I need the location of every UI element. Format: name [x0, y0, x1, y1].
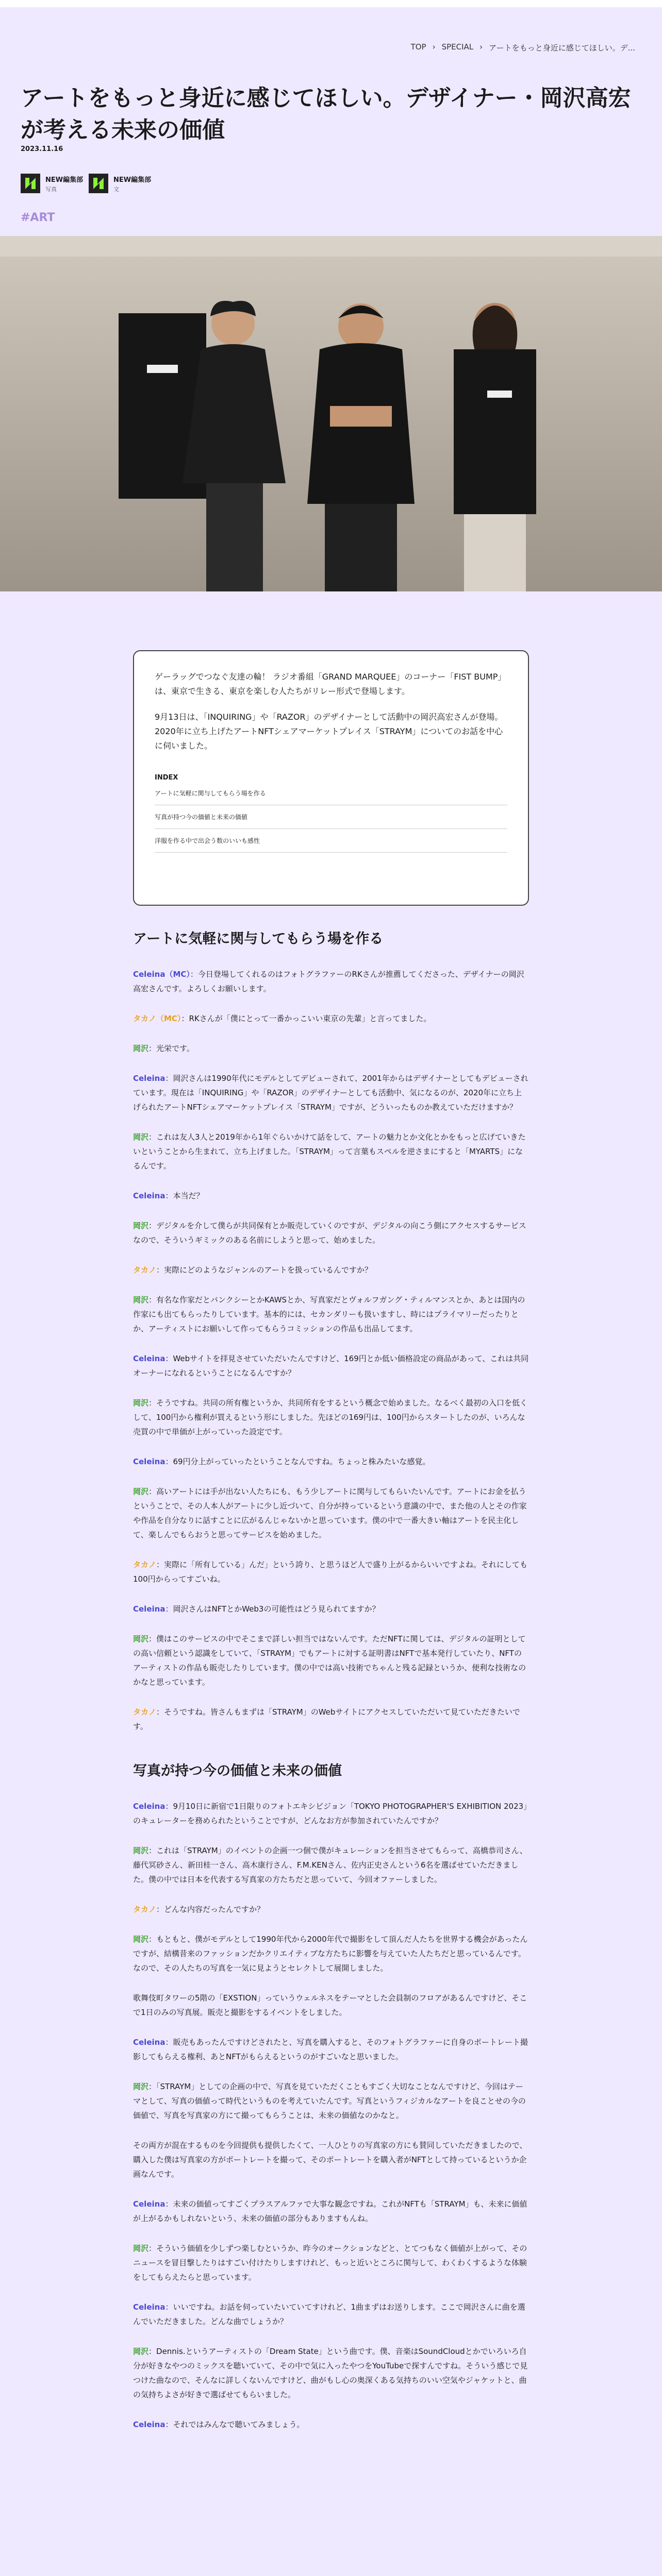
- speaker-name: Celeina（MC）: [133, 970, 190, 979]
- speaker-name: Celeina: [133, 1604, 166, 1614]
- speaker-name: タカノ: [133, 1905, 157, 1914]
- speaker-name: 岡沢: [133, 1846, 149, 1855]
- dialogue-text: ：今日登場してくれるのはフォトグラファーのRKさんが推薦してくださった、デザイナーの岡沢高宏さんです。よろしくお願いします。: [133, 970, 524, 993]
- breadcrumb-separator: ›: [479, 42, 483, 52]
- article-body: [133, 927, 529, 2447]
- dialogue-text: ：実際にどのようなジャンルのアートを扱っているんですか？: [156, 1265, 372, 1275]
- speaker-name: 岡沢: [133, 2244, 149, 2253]
- index-link[interactable]: 洋服を作る中で出会う数のいいも感性: [155, 829, 507, 853]
- speaker-name: Celeina: [133, 1191, 166, 1200]
- dialogue-paragraph: [133, 1189, 529, 1203]
- breadcrumb-special[interactable]: SPECIAL: [441, 42, 474, 52]
- dialogue-paragraph: [133, 2079, 529, 2123]
- dialogue-paragraph: [133, 1351, 529, 1380]
- speaker-name: 岡沢: [133, 2347, 149, 2356]
- speaker-name: Celeina: [133, 1802, 166, 1811]
- dialogue-paragraph: [133, 1705, 529, 1734]
- tag-art[interactable]: #ART: [21, 211, 55, 224]
- author-role: 文: [113, 185, 119, 193]
- section-spacer: [133, 1749, 529, 1759]
- dialogue-text: ：未来の価値ってすごくプラスアルファで大事な観念ですね。これがNFTも「STRAYM」も、未来に価値が上がるかもしれないという、未来の価値の部分もありますもんね。: [133, 2199, 527, 2223]
- dialogue-paragraph: [133, 1632, 529, 1689]
- dialogue-text: その両方が混在するものを今回提供も提供したくて、一人ひとりの写真家の方にも賛同していただきましたので、購入した僕は写真家の方がポートレートを撮って、そのポートレートを購入者がNFTとして持っているというか企画なんです。: [133, 2141, 527, 2179]
- dialogue-text: ：有名な作家だとバンクシーとかKAWSとか、写真家だとヴォルフガング・ティルマンスとか、あとは国内の作家にも出てもらったりしています。基本的には、セカンダリーも扱いますし、時にはプライマリーだったりとか、アーティストにお願いして作ってもらうコミッションの作品も出品してます。: [133, 1295, 525, 1333]
- speaker-name: 岡沢: [133, 1132, 149, 1142]
- page-title: アートをもっと身近に感じてほしい。デザイナー・岡沢高宏が考える未来の価値: [21, 85, 631, 143]
- dialogue-text: ：光栄です。: [148, 1044, 194, 1053]
- dialogue-text: ：これは「STRAYM」のイベントの企画一つ個で僕がキュレーションを担当させてもらって、高橋恭司さん、藤代冥砂さん、新田桂一さん、高木康行さん、F.M.KENさん、佐内正史さんという6名を選ばせていただきました。僕の中では日本を代表する写真家の方たちだと思っていて、今回オファーしました。: [133, 1846, 527, 1884]
- dialogue-paragraph: [133, 1396, 529, 1439]
- dialogue-text: ：どんな内容だったんですか？: [156, 1905, 265, 1914]
- dialogue-paragraph: [133, 1130, 529, 1173]
- speaker-name: 岡沢: [133, 1935, 149, 1944]
- hero-photo: [0, 236, 662, 591]
- speaker-name: 岡沢: [133, 1044, 149, 1053]
- dialogue-paragraph: [133, 2344, 529, 2402]
- index-label: INDEX: [155, 774, 178, 782]
- dialogue-paragraph: [133, 1902, 529, 1917]
- dialogue-text: ：9月10日に新宿で1日限りのフォトエキシビジョン「TOKYO PHOTOGRAPHER'S EXHIBITION 2023」のキュレーターを務められたということですが、どんなお方が参加されていたんですか？: [133, 1802, 527, 1825]
- dialogue-text: ：そうですね。皆さんもまずは「STRAYM」のWebサイトにアクセスしていただいて見ていただきたいです。: [133, 1707, 520, 1731]
- dialogue-text: ：岡沢さんはNFTとかWeb3の可能性はどう見られてますか？: [165, 1604, 380, 1614]
- dialogue-paragraph: [133, 1263, 529, 1277]
- dialogue-paragraph: [133, 1218, 529, 1247]
- dialogue-text: ：デジタルを介して僕らが共同保有とか販売していくのですが、デジタルの向こう側にアクセスするサービスなので、そういうギミックのある名前にしようと思って、始めました。: [133, 1221, 526, 1245]
- dialogue-text: ：「STRAYM」としての企画の中で、写真を見ていただくこともすごく大切なことなんですけど、今回はテーマとして、写真の価値って時代というものを考えていたんです。写真というフィジカルなアートを良ことせの今の価値で、写真を写真家の方にて撮ってもらうことは、未来の価値なのかなと。: [133, 2082, 526, 2120]
- dialogue-text: 歌舞伎町タワーの5階の「EXSTION」っていうウェルネスをテーマとした会員制のフロアがあるんですけど、そこで1日のみの写真展。販売と撮影をするイベントをしました。: [133, 1993, 527, 2017]
- dialogue-text: ：いいですね。お話を伺っていたいていてすけれど、1曲まずはお送りします。ここで岡沢さんに曲を選んでいただきました。どんな曲でしょうか？: [133, 2302, 525, 2326]
- author-photo[interactable]: [21, 172, 83, 195]
- publish-date: 2023.11.16: [21, 145, 63, 153]
- speaker-name: タカノ（MC）: [133, 1014, 181, 1023]
- speaker-name: タカノ: [133, 1560, 157, 1569]
- speaker-name: Celeina: [133, 1457, 166, 1466]
- dialogue-paragraph: [133, 1454, 529, 1469]
- dialogue-paragraph: [133, 1041, 529, 1056]
- dialogue-paragraph: [133, 1843, 529, 1887]
- hero-illustration: [0, 236, 662, 591]
- dialogue-paragraph: [133, 1932, 529, 1975]
- dialogue-paragraph: [133, 1557, 529, 1586]
- dialogue-paragraph: [133, 1011, 529, 1026]
- dialogue-paragraph: [133, 1799, 529, 1828]
- dialogue-text: ：69円分上がっていったということなんですね。ちょっと株みたいな感覚。: [165, 1457, 431, 1466]
- speaker-name: 岡沢: [133, 1295, 149, 1304]
- speaker-name: 岡沢: [133, 1487, 149, 1496]
- index-link[interactable]: アートに気軽に関与してもらう場を作る: [155, 782, 507, 805]
- dialogue-text: ：Dennis.というアーティストの「Dream State」という曲です。僕、音楽はSoundCloudとかでいろいろ自分が好きなやつのミックスを聴いていて、その中で気に入ったやつをYouTubeで探すんですね。そういう感じで見つけた曲なので、そんなに詳しくないんですけど、曲がもし心の奥深くある気持ちのいい空気やジャケットと、曲の気持ちよさが好きで選ばせてもらいました。: [133, 2347, 528, 2399]
- dialogue-paragraph: [133, 2197, 529, 2226]
- index-link[interactable]: 写真が持つ今の価値と未来の価値: [155, 805, 507, 829]
- breadcrumb-current: アートをもっと身近に感じてほしい。デ...: [489, 43, 635, 53]
- section-heading: 写真が持つ今の価値と未来の価値: [133, 1763, 342, 1779]
- speaker-name: Celeina: [133, 2302, 166, 2312]
- speaker-name: 岡沢: [133, 1221, 149, 1230]
- author-name: NEW編集部: [113, 176, 152, 184]
- dialogue-paragraph: [133, 2300, 529, 2329]
- dialogue-text: ：販売もあったんですけどされたと、写真を購入すると、そのフォトグラファーに自身のポートレート撮影してもらえる権利、あとNFTがもらえるというのがすごいなと思いました。: [133, 2038, 528, 2061]
- dialogue-paragraph: [133, 1071, 529, 1114]
- dialogue-paragraph: [133, 2138, 529, 2181]
- dialogue-text: ：RKさんが「僕にとって一番かっこいい東京の先輩」と言ってました。: [181, 1014, 432, 1023]
- author-text[interactable]: [89, 172, 151, 195]
- author-role: 写真: [45, 185, 57, 193]
- speaker-name: 岡沢: [133, 2082, 149, 2091]
- dialogue-paragraph: [133, 1991, 529, 2020]
- dialogue-text: ：僕はこのサービスの中でそこまで詳しい担当ではないんです。ただNFTに関しては、デジタルの証明としての高い信頼という認識をしていて、「STRAYM」でもアートに対する証明書はNFTで基本発行していたり、NFTのアーティストの作品も販売したりしています。僕の中では高い技術でちゃんと残る記録というか、便利な技術なのかなと思っています。: [133, 1634, 526, 1687]
- dialogue-text: ：もともと、僕がモデルとして1990年代から2000年代で撮影をして頂んだ人たちを世界する機会があったんですが、結構昔来のファッションだかクリエイティブな方たちに影響を与えていた人たちだと思っているんです。なので、その人たちの写真を一気に見ようとセレクトして展開しました。: [133, 1935, 528, 1973]
- avatar: [21, 174, 40, 193]
- speaker-name: Celeina: [133, 2038, 166, 2047]
- dialogue-text: ：高いアートには手が出ない人たちにも、もう少しアートに関与してもらいたいんです。アートにお金を払うということで、その人本人がアートに少し近づいて、自分が持っているという意識の中で、また他の人とその作家や作品を自分なりに話すことに広がるんじゃないかと思っています。僕の中で一番大きい軸はアートを民主化して、楽しんでもらおうと思ってサービスを始めました。: [133, 1487, 527, 1539]
- avatar: [89, 174, 108, 193]
- dialogue-paragraph: [133, 2035, 529, 2064]
- speaker-name: Celeina: [133, 2420, 166, 2429]
- dialogue-paragraph: [133, 2417, 529, 2432]
- dialogue-text: ：本当だ？: [165, 1191, 204, 1200]
- speaker-name: タカノ: [133, 1707, 157, 1717]
- dialogue-text: ：そうですね。共同の所有権というか、共同所有をするという概念で始めました。なるべく最初の入口を低くして、100円から権利が買えるという形にしました。先ほどの169円は、100円からスタートしたのが、いろんな売買の中で単価が上がっていった設定です。: [133, 1398, 528, 1436]
- section-heading: アートに気軽に関与してもらう場を作る: [133, 931, 384, 947]
- dialogue-paragraph: [133, 967, 529, 996]
- dialogue-text: ：岡沢さんは1990年代にモデルとしてデビューされて、2001年からはデザイナーとしてもデビューされています。現在は「INQUIRING」や「RAZOR」のデザイナーとしても活動中、気になるのが、2020年に立ち上げられたアートNFTシェアマーケットプレイス「STRAYM」ですが、どういったものか教えていただけますか？: [133, 1074, 528, 1112]
- dialogue-text: ：実際に「所有している」んだ」という誇り、と思うほど人で盛り上がるからいいですよね。それにしても100円からってすごいね。: [133, 1560, 528, 1584]
- intro-paragraph: 9月13日は、「INQUIRING」や「RAZOR」のデザイナーとして活動中の岡沢高宏さんが登場。2020年に立ち上げたアートNFTシェアマーケットプレイス「STRAYM」についてのお話を中心に伺いました。: [155, 712, 503, 751]
- speaker-name: 岡沢: [133, 1634, 149, 1643]
- dialogue-paragraph: [133, 1484, 529, 1542]
- dialogue-text: ：そういう価値を少しずつ楽しむというか、昨今のオークションなどと、とてつもなく価値が上がって、そのニュースを冒目撃したりはすごい付けたりしますけれど、もっと近いところに関与して、わくわくするような体験をしてもらえたらと思っています。: [133, 2244, 527, 2282]
- intro-paragraph: ゲーラッグでつなぐ友達の輪！ ラジオ番組「GRAND MARQUEE」のコーナー「FIST BUMP」は、東京で生きる、東京を楽しむ人たちがリレー形式で登場します。: [155, 672, 506, 696]
- speaker-name: Celeina: [133, 1354, 166, 1363]
- speaker-name: タカノ: [133, 1265, 157, 1275]
- dialogue-paragraph: [133, 1293, 529, 1336]
- breadcrumb-separator: ›: [432, 42, 436, 52]
- breadcrumb: [411, 42, 635, 53]
- breadcrumb-top[interactable]: TOP: [410, 42, 426, 52]
- dialogue-text: ：これは友人3人と2019年から1年ぐらいかけて話をして、アートの魅力とか文化とかをもっと広げていきたいということから生まれて、立ち上げました。「STRAYM」って言葉もスペルを逆さまにすると「MYARTS」になるんです。: [133, 1132, 526, 1171]
- speaker-name: Celeina: [133, 2199, 166, 2209]
- top-strip: [0, 0, 662, 7]
- author-name: NEW編集部: [45, 176, 84, 184]
- intro-box: [133, 650, 529, 906]
- dialogue-paragraph: [133, 2241, 529, 2284]
- speaker-name: 岡沢: [133, 1398, 149, 1408]
- dialogue-paragraph: [133, 1602, 529, 1616]
- dialogue-text: ：Webサイトを拝見させていただいたんですけど、169円とか低い価格設定の商品があって、これは共同オーナーになれるということになるんですか？: [133, 1354, 529, 1378]
- speaker-name: Celeina: [133, 1074, 166, 1083]
- dialogue-text: ：それではみんなで聴いてみましょう。: [165, 2420, 305, 2429]
